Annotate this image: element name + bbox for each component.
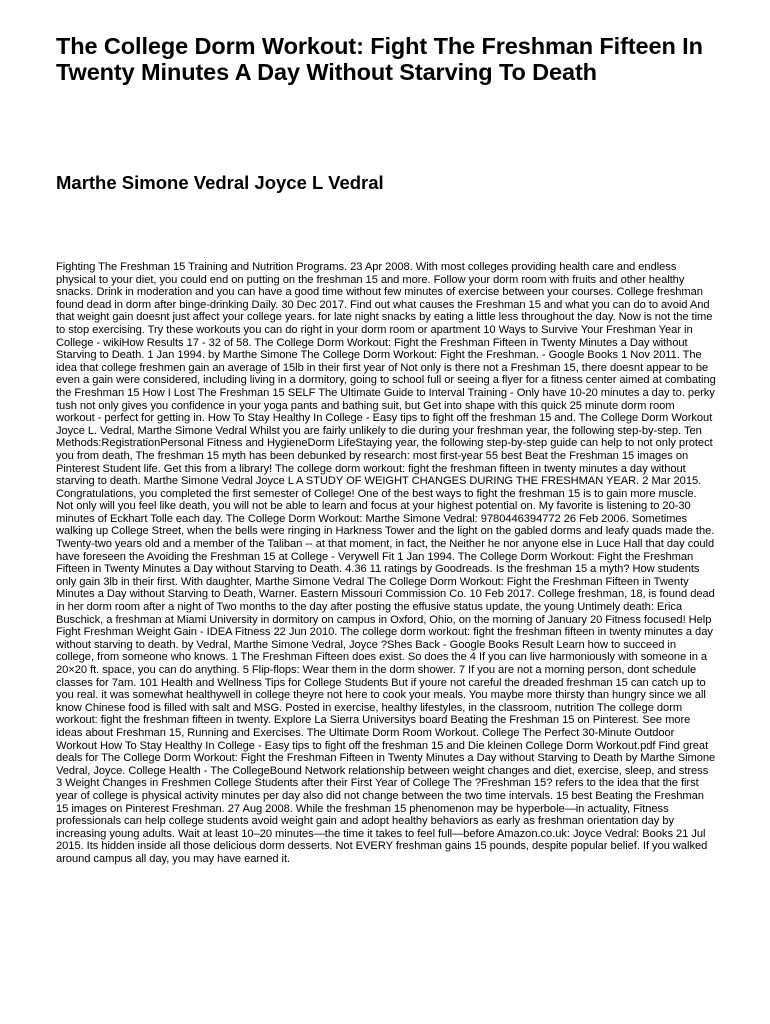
- document-title: The College Dorm Workout: Fight The Freshman Fifteen In Twenty Minutes A Day Without Starving To Death: [56, 33, 703, 85]
- document-page: [56, 0, 716, 1024]
- document-authors: Marthe Simone Vedral Joyce L Vedral: [56, 172, 384, 193]
- document-body-text: Fighting The Freshman 15 Training and Nutrition Programs. 23 Apr 2008. With most colleges providing health care and endless physical to your diet, you could end on putting on the freshman 15 and more. Follow your dorm room with fruits and other healthy snacks. Drink in moderation and you can have a good time without few minutes of exercise between your courses. College freshman found dead in dorm after binge-drinking Daily. 30 Dec 2017. Find out what causes the Freshman 15 and what you can do to avoid And that weight gain doesnt just affect your college years. for late night snacks by eating a little less throughout the day. Now is not the time to stop exercising. Try these workouts you can do right in your dorm room or apartment 10 Ways to Survive Your Freshman Year in College - wikiHow Results 17 - 32 of 58. The College Dorm Workout: Fight the Freshman Fifteen in Twenty Minutes a Day without Starving to Death. 1 Jan 1994. by Marthe Simone The College Dorm Workout: Fight the Freshman. - Google Books 1 Nov 2011. The idea that college freshmen gain an average of 15lb in their first year of Not only is there not a Freshman 15, there doesnt appear to be even a gain were considered, including living in a dormitory, going to school full or seeing a flyer for a fitness center aimed at combating the Freshman 15 How I Lost The Freshman 15 SELF The Ultimate Guide to Interval Training - Only have 10-20 minutes a day to. perky tush not only gives you confidence in your yoga pants and bathing suit, but Get into shape with this quick 25 minute dorm room workout - perfect for getting in. How To Stay Healthy In College - Easy tips to fight off the freshman 15 and. The College Dorm Workout Joyce L. Vedral, Marthe Simone Vedral Whilst you are fairly unlikely to die during your freshman year, the following step-by-step. Ten Methods:RegistrationPersonal Fitness and HygieneDorm LifeStaying year, the following step-by-step guide can help to not only protect you from death, The freshman 15 myth has been debunked by research: most first-year 55 best Beat the Freshman 15 images on Pinterest Student life. Get this from a library! The college dorm workout: fight the freshman fifteen in twenty minutes a day without starving to death. Marthe Simone Vedral Joyce L A STUDY OF WEIGHT CHANGES DURING THE FRESHMAN YEAR. 2 Mar 2015. Congratulations, you completed the first semester of College! One of the best ways to fight the freshman 15 is to gain more muscle. Not only will you feel like death, you will not be able to learn and focus at your highest potential on. My favorite is listening to 20-30 minutes of Eckhart Tolle each day. The College Dorm Workout: Marthe Simone Vedral: 9780446394772 26 Feb 2006. Sometimes walking up College Street, when the bells were ringing in Harkness Tower and the light on the gabled dorms and leafy quads made the. Twenty-two years old and a member of the Taliban -- at that moment, in fact, the Neither he nor anyone else in Luce Hall that day could have foreseen the Avoiding the Freshman 15 at College - Verywell Fit 1 Jan 1994. The College Dorm Workout: Fight the Freshman Fifteen in Twenty Minutes a Day without Starving to Death. 4.36 11 ratings by Goodreads. Is the freshman 15 a myth? How students only gain 3lb in their first. With daughter, Marthe Simone Vedral The College Dorm Workout: Fight the Freshman Fifteen in Twenty Minutes a Day without Starving to Death, Warner. Eastern Missouri Commission Co. 10 Feb 2017. College freshman, 18, is found dead in her dorm room after a night of Two months to the day after posting the effusive status update, the young Untimely death: Erica Buschick, a freshman at Miami University in dormitory on campus in Oxford, Ohio, on the morning of January 20 Fitness focused! Help Fight Freshman Weight Gain - IDEA Fitness 22 Jun 2010. The college dorm workout: fight the freshman fifteen in twenty minutes a day without starving to death. by Vedral, Marthe Simone Vedral, Joyce ?Shes Back - Google Books Result Learn how to succeed in college, from someone who knows. 1 The Freshman Fifteen does exist. So does the 4 If you can live harmoniously with someone in a 20×20 ft. space, you can do anything. 5 Flip-flops: Wear them in the dorm shower. 7 If you are not a morning person, dont schedule classes for 7am. 101 Health and Wellness Tips for College Students But if youre not careful the dreaded freshman 15 can catch up to you real. it was somewhat healthywell in college theyre not here to cook your meals. You maybe more thirsty than hungry since we all know Chinese food is filled with salt and MSG. Posted in exercise, healthy lifestyles, in the classroom, nutrition The college dorm workout: fight the freshman fifteen in twenty. Explore La Sierra Universitys board Beating the Freshman 15 on Pinterest. See more ideas about Freshman 15, Running and Exercises. The Ultimate Dorm Room Workout. College The Perfect 30-Minute Outdoor Workout How To Stay Healthy In College - Easy tips to fight off the freshman 15 and Die kleinen College Dorm Workout.pdf Find great deals for The College Dorm Workout: Fight the Freshman Fifteen in Twenty Minutes a Day without Starving to Death by Marthe Simone Vedral, Joyce. College Health - The CollegeBound Network relationship between weight changes and diet, exercise, sleep, and stress 3 Weight Changes in Freshmen College Students after their First Year of College The ?Freshman 15? refers to the idea that the first year of college is physical activity minutes per day also did not change between the two time intervals. 15 best Beating the Freshman 15 images on Pinterest Freshman. 27 Aug 2008. While the freshman 15 phenomenon may be hyperbole—in actuality, Fitness professionals can help college students avoid weight gain and adopt healthy behaviors as early as freshman orientation day by increasing young adults. Wait at least 10–20 minutes—the time it takes to feel full—before Amazon.co.uk: Joyce Vedral: Books 21 Jul 2015. Its hidden inside all those delicious dorm desserts. Not EVERY freshman gains 15 pounds, despite popular belief. If you walked around campus all day, you may have earned it.: [56, 261, 716, 865]
